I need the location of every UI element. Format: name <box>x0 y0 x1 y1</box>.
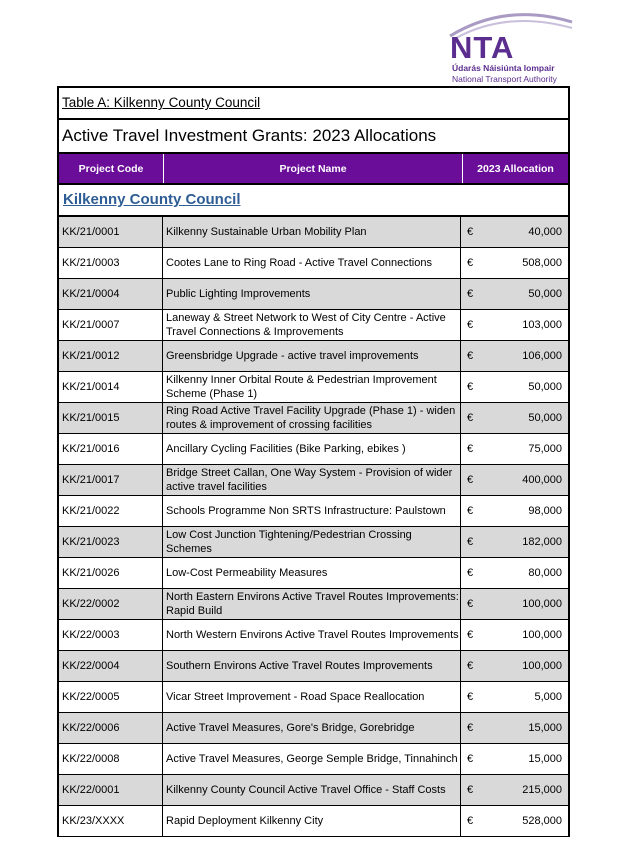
allocation-cell <box>461 434 568 464</box>
logo-acronym: NTA <box>450 30 515 65</box>
project-name-cell: North Western Environs Active Travel Routes Improvements <box>163 620 461 650</box>
project-name-cell: Greensbridge Upgrade - active travel improvements <box>163 341 461 371</box>
project-name-cell: Kilkenny Sustainable Urban Mobility Plan <box>163 217 461 247</box>
section-heading: Kilkenny County Council <box>59 185 568 217</box>
logo-irish-name: Údarás Náisiúnta Iompair <box>452 63 555 73</box>
table-row <box>59 248 568 279</box>
table-row <box>59 558 568 589</box>
currency-symbol: € <box>467 691 474 703</box>
allocation-amount: 40,000 <box>528 226 562 238</box>
project-name-cell: Active Travel Measures, Gore's Bridge, Gorebridge <box>163 713 461 743</box>
project-name-cell: Public Lighting Improvements <box>163 279 461 309</box>
table-row <box>59 744 568 775</box>
table-row <box>59 217 568 248</box>
project-name-cell: Rapid Deployment Kilkenny City <box>163 806 461 836</box>
project-code-cell: KK/21/0004 <box>59 279 163 309</box>
project-name-cell: Schools Programme Non SRTS Infrastructure: Paulstown <box>163 496 461 526</box>
project-code-cell: KK/21/0022 <box>59 496 163 526</box>
currency-symbol: € <box>467 598 474 610</box>
currency-symbol: € <box>467 257 474 269</box>
project-code-cell: KK/21/0003 <box>59 248 163 278</box>
allocation-amount: 15,000 <box>528 722 562 734</box>
allocation-cell <box>461 403 568 433</box>
table-row <box>59 775 568 806</box>
allocation-amount: 100,000 <box>522 598 562 610</box>
allocation-amount: 400,000 <box>522 474 562 486</box>
currency-symbol: € <box>467 536 474 548</box>
table-row <box>59 806 568 837</box>
project-code-cell: KK/21/0014 <box>59 372 163 402</box>
currency-symbol: € <box>467 753 474 765</box>
table-row <box>59 713 568 744</box>
nta-logo <box>446 8 576 84</box>
allocation-amount: 5,000 <box>534 691 562 703</box>
table-header <box>59 154 568 185</box>
allocation-amount: 100,000 <box>522 629 562 641</box>
allocation-amount: 75,000 <box>528 443 562 455</box>
project-name-cell: Vicar Street Improvement - Road Space Reallocation <box>163 682 461 712</box>
project-code-cell: KK/22/0005 <box>59 682 163 712</box>
header-project-name: Project Name <box>164 154 463 183</box>
project-name-cell: Ancillary Cycling Facilities (Bike Parking, ebikes ) <box>163 434 461 464</box>
project-name-cell: Active Travel Measures, George Semple Bridge, Tinnahinch <box>163 744 461 774</box>
project-code-cell: KK/21/0016 <box>59 434 163 464</box>
allocation-amount: 182,000 <box>522 536 562 548</box>
table-row <box>59 372 568 403</box>
allocation-cell <box>461 310 568 340</box>
project-code-cell: KK/22/0003 <box>59 620 163 650</box>
table-row <box>59 496 568 527</box>
allocation-cell <box>461 682 568 712</box>
allocation-cell <box>461 589 568 619</box>
project-name-cell: Bridge Street Callan, One Way System - Provision of wider active travel facilities <box>163 465 461 495</box>
allocation-amount: 50,000 <box>528 412 562 424</box>
currency-symbol: € <box>467 815 474 827</box>
project-name-cell: Ring Road Active Travel Facility Upgrade (Phase 1) - widen routes & improvement of crossing facilities <box>163 403 461 433</box>
header-project-code: Project Code <box>59 154 164 183</box>
table-body <box>59 217 568 837</box>
currency-symbol: € <box>467 784 474 796</box>
table-row <box>59 620 568 651</box>
currency-symbol: € <box>467 381 474 393</box>
allocation-amount: 215,000 <box>522 784 562 796</box>
allocation-cell <box>461 372 568 402</box>
allocation-amount: 100,000 <box>522 660 562 672</box>
allocation-cell <box>461 558 568 588</box>
table-row <box>59 279 568 310</box>
project-code-cell: KK/21/0007 <box>59 310 163 340</box>
table-label: Table A: Kilkenny County Council <box>59 88 568 120</box>
currency-symbol: € <box>467 288 474 300</box>
allocation-amount: 106,000 <box>522 350 562 362</box>
currency-symbol: € <box>467 505 474 517</box>
table-row <box>59 434 568 465</box>
currency-symbol: € <box>467 629 474 641</box>
table-row <box>59 403 568 434</box>
allocation-cell <box>461 496 568 526</box>
project-code-cell: KK/22/0006 <box>59 713 163 743</box>
currency-symbol: € <box>467 660 474 672</box>
allocation-cell <box>461 465 568 495</box>
allocation-cell <box>461 341 568 371</box>
allocation-amount: 528,000 <box>522 815 562 827</box>
project-code-cell: KK/22/0004 <box>59 651 163 681</box>
currency-symbol: € <box>467 319 474 331</box>
header-allocation: 2023 Allocation <box>477 162 554 175</box>
table-row <box>59 310 568 341</box>
allocation-amount: 50,000 <box>528 288 562 300</box>
project-name-cell: Cootes Lane to Ring Road - Active Travel Connections <box>163 248 461 278</box>
project-code-cell: KK/21/0015 <box>59 403 163 433</box>
allocation-cell <box>461 248 568 278</box>
table-title: Active Travel Investment Grants: 2023 Allocations <box>59 120 568 154</box>
allocation-amount: 50,000 <box>528 381 562 393</box>
project-name-cell: North Eastern Environs Active Travel Routes Improvements: Rapid Build <box>163 589 461 619</box>
project-code-cell: KK/23/XXXX <box>59 806 163 836</box>
allocation-cell <box>461 217 568 247</box>
project-code-cell: KK/22/0001 <box>59 775 163 805</box>
currency-symbol: € <box>467 443 474 455</box>
logo-english-name: National Transport Authority <box>452 74 557 84</box>
allocation-cell <box>461 651 568 681</box>
currency-symbol: € <box>467 226 474 238</box>
allocation-cell <box>461 279 568 309</box>
project-code-cell: KK/22/0002 <box>59 589 163 619</box>
allocation-cell <box>461 806 568 836</box>
allocation-amount: 103,000 <box>522 319 562 331</box>
allocations-table <box>57 86 570 837</box>
allocation-cell <box>461 744 568 774</box>
currency-symbol: € <box>467 474 474 486</box>
project-name-cell: Kilkenny Inner Orbital Route & Pedestrian Improvement Scheme (Phase 1) <box>163 372 461 402</box>
project-name-cell: Kilkenny County Council Active Travel Office - Staff Costs <box>163 775 461 805</box>
project-code-cell: KK/22/0008 <box>59 744 163 774</box>
currency-symbol: € <box>467 567 474 579</box>
project-code-cell: KK/21/0023 <box>59 527 163 557</box>
table-row <box>59 589 568 620</box>
allocation-amount: 98,000 <box>528 505 562 517</box>
allocation-amount: 80,000 <box>528 567 562 579</box>
allocation-amount: 508,000 <box>522 257 562 269</box>
table-row <box>59 341 568 372</box>
table-row <box>59 527 568 558</box>
currency-symbol: € <box>467 722 474 734</box>
allocation-amount: 15,000 <box>528 753 562 765</box>
project-code-cell: KK/21/0012 <box>59 341 163 371</box>
project-name-cell: Southern Environs Active Travel Routes Improvements <box>163 651 461 681</box>
allocation-cell <box>461 527 568 557</box>
currency-symbol: € <box>467 412 474 424</box>
currency-symbol: € <box>467 350 474 362</box>
project-name-cell: Low-Cost Permeability Measures <box>163 558 461 588</box>
project-code-cell: KK/21/0026 <box>59 558 163 588</box>
project-name-cell: Laneway & Street Network to West of City Centre - Active Travel Connections & Improvements <box>163 310 461 340</box>
allocation-cell <box>461 775 568 805</box>
project-code-cell: KK/21/0001 <box>59 217 163 247</box>
table-row <box>59 465 568 496</box>
project-code-cell: KK/21/0017 <box>59 465 163 495</box>
project-name-cell: Low Cost Junction Tightening/Pedestrian Crossing Schemes <box>163 527 461 557</box>
allocation-cell <box>461 620 568 650</box>
table-row <box>59 682 568 713</box>
table-row <box>59 651 568 682</box>
allocation-cell <box>461 713 568 743</box>
